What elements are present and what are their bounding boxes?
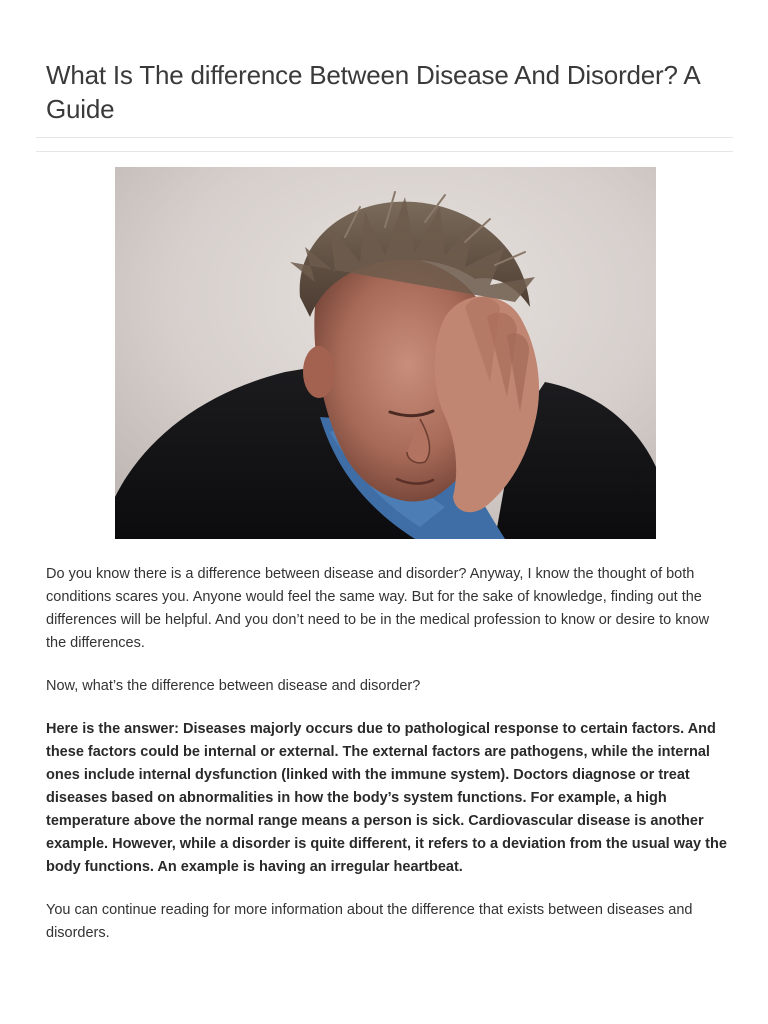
hero-image xyxy=(115,167,656,539)
title-divider-top xyxy=(36,137,733,138)
article-title: What Is The difference Between Disease And Disorder? A Guide xyxy=(46,60,700,124)
question-paragraph: Now, what’s the difference between disease and disorder? xyxy=(46,678,421,694)
continue-paragraph: You can continue reading for more information about the difference that exists between diseases and disorders. xyxy=(46,902,693,941)
article-body xyxy=(46,563,730,965)
answer-paragraph: Here is the answer: Diseases majorly occurs due to pathological response to certain factors. And these factors could be internal or external. The external factors are pathogens, while the internal ones include internal dysfunction (linked with the immune system). Doctors diagnose or treat diseases based on abnormalities in how the body’s system functions. For example, a high temperature above the normal range means a person is sick. Cardiovascular disease is another example. However, while a disorder is quite different, it refers to a deviation from the usual way the body functions. An example is having an irregular heartbeat. xyxy=(46,721,727,875)
intro-paragraph: Do you know there is a difference between disease and disorder? Anyway, I know the thought of both conditions scares you. Anyone would feel the same way. But for the sake of knowledge, finding out the differences will be helpful. And you don’t need to be in the medical profession to know or desire to know the differences. xyxy=(46,566,710,651)
title-divider-bottom xyxy=(36,151,733,152)
